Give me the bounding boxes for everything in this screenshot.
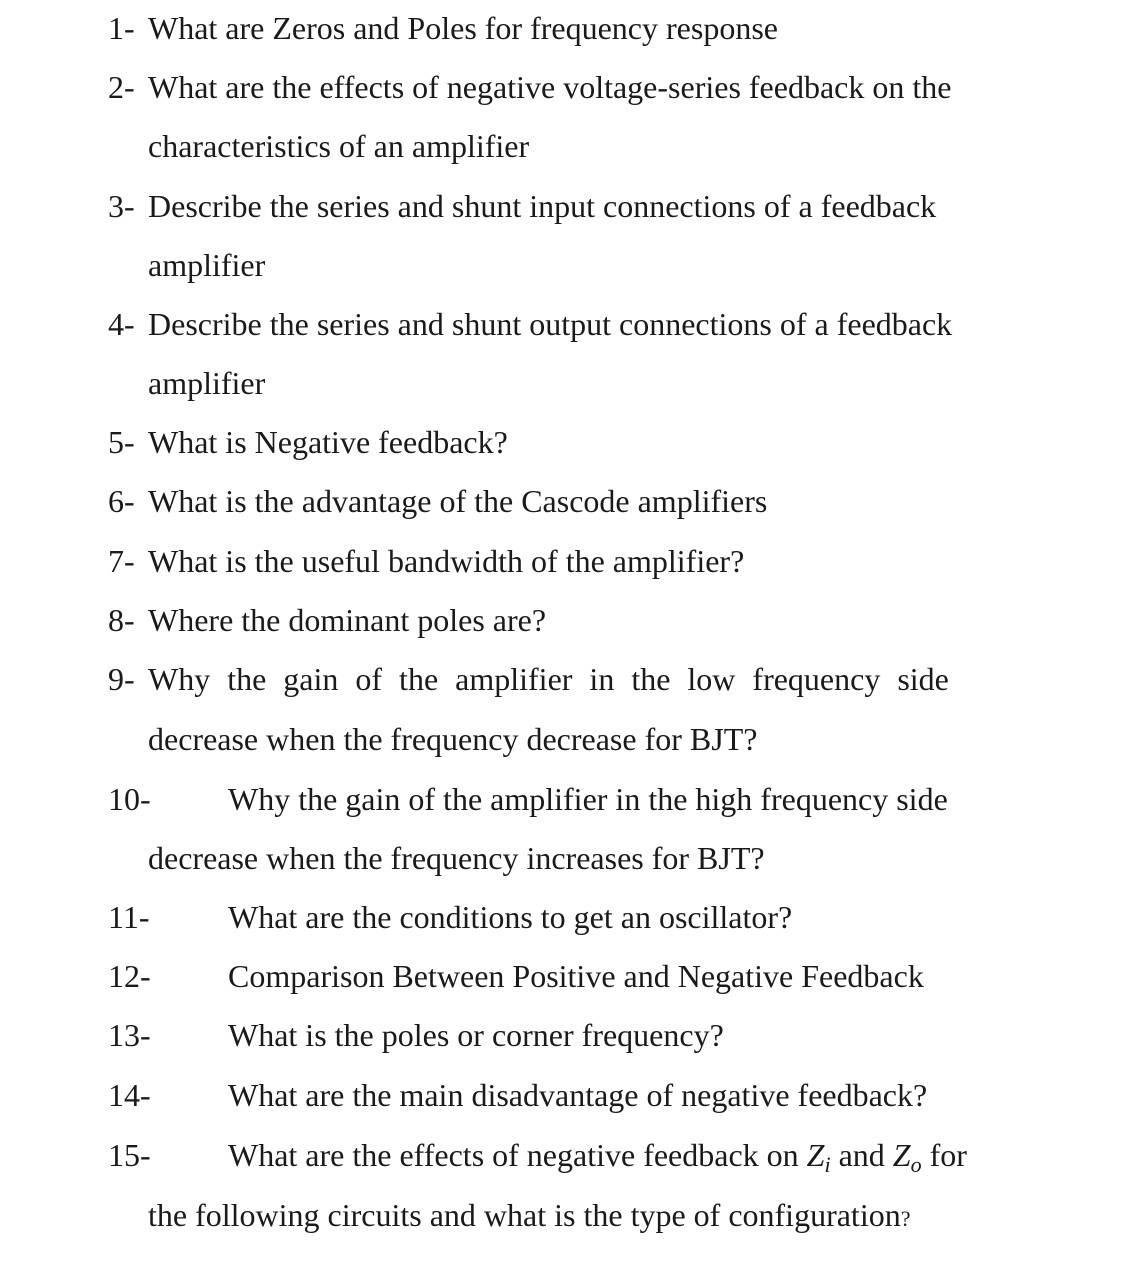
- z-input-symbol: $Z_i$: [806, 1137, 831, 1177]
- question-9-continuation: decrease when the frequency decrease for BJT?: [148, 721, 758, 757]
- question-number: 2-: [108, 69, 135, 105]
- question-14: [108, 1066, 1014, 1125]
- question-7: [108, 532, 1014, 591]
- question-text: What is Negative feedback?: [148, 424, 508, 460]
- question-6: [108, 472, 1014, 531]
- question-number: 11-: [108, 899, 150, 935]
- question-15: [108, 1126, 1014, 1185]
- question-2-continuation: characteristics of an amplifier: [148, 128, 530, 164]
- question-mark: ?: [900, 1206, 911, 1231]
- question-12: [108, 947, 1014, 1006]
- question-number: 8-: [108, 602, 135, 638]
- question-number: 12-: [108, 958, 151, 994]
- question-text: Describe the series and shunt input connections of a feedback: [148, 188, 937, 224]
- question-text-start: What are the effects of negative feedback on: [228, 1137, 799, 1173]
- question-text: Why the gain of the amplifier in the high frequency side: [228, 781, 948, 817]
- z-output-symbol: $Z_o$: [892, 1137, 922, 1177]
- question-text: What is the useful bandwidth of the amplifier?: [148, 543, 745, 579]
- question-number: 14-: [108, 1077, 151, 1113]
- question-text: Where the dominant poles are?: [148, 602, 547, 638]
- question-text: What is the poles or corner frequency?: [228, 1017, 724, 1053]
- question-number: 9-: [108, 661, 135, 697]
- question-4: [108, 295, 1014, 354]
- question-text: What are the effects of negative voltage-series feedback on the: [148, 69, 952, 105]
- question-10: [108, 770, 1014, 829]
- question-15-continuation-text: the following circuits and what is the type of configuration: [148, 1197, 901, 1233]
- question-8: [108, 591, 1014, 650]
- question-number: 13-: [108, 1017, 151, 1053]
- question-10-continuation: decrease when the frequency increases for BJT?: [148, 840, 765, 876]
- question-text: [228, 1137, 967, 1177]
- for-word: for: [929, 1137, 967, 1173]
- question-number: 4-: [108, 306, 135, 342]
- question-text: What is the advantage of the Cascode amplifiers: [148, 483, 768, 519]
- question-3: [108, 177, 1014, 236]
- question-number: 10-: [108, 781, 151, 817]
- question-2: [108, 58, 1014, 117]
- question-15-continuation: [148, 1186, 910, 1248]
- question-1: [108, 0, 1014, 58]
- question-number: 3-: [108, 188, 135, 224]
- question-text: What are the conditions to get an oscillator?: [228, 899, 793, 935]
- question-13: [108, 1006, 1014, 1065]
- and-word: and: [838, 1137, 885, 1173]
- question-3-continuation: amplifier: [148, 247, 266, 283]
- question-4-continuation: amplifier: [148, 365, 266, 401]
- question-text: What are the main disadvantage of negative feedback?: [228, 1077, 928, 1113]
- question-5: [108, 413, 1014, 472]
- question-number: 1-: [108, 10, 135, 46]
- question-number: 15-: [108, 1137, 151, 1173]
- question-11: [108, 888, 1014, 947]
- question-number: 7-: [108, 543, 135, 579]
- question-number: 5-: [108, 424, 135, 460]
- question-text: Comparison Between Positive and Negative Feedback: [228, 958, 924, 994]
- question-text: What are Zeros and Poles for frequency response: [148, 10, 778, 46]
- question-text: Describe the series and shunt output connections of a feedback: [148, 306, 953, 342]
- question-number: 6-: [108, 483, 135, 519]
- question-9: [108, 650, 1014, 709]
- question-text: Why the gain of the amplifier in the low frequency side: [148, 661, 949, 697]
